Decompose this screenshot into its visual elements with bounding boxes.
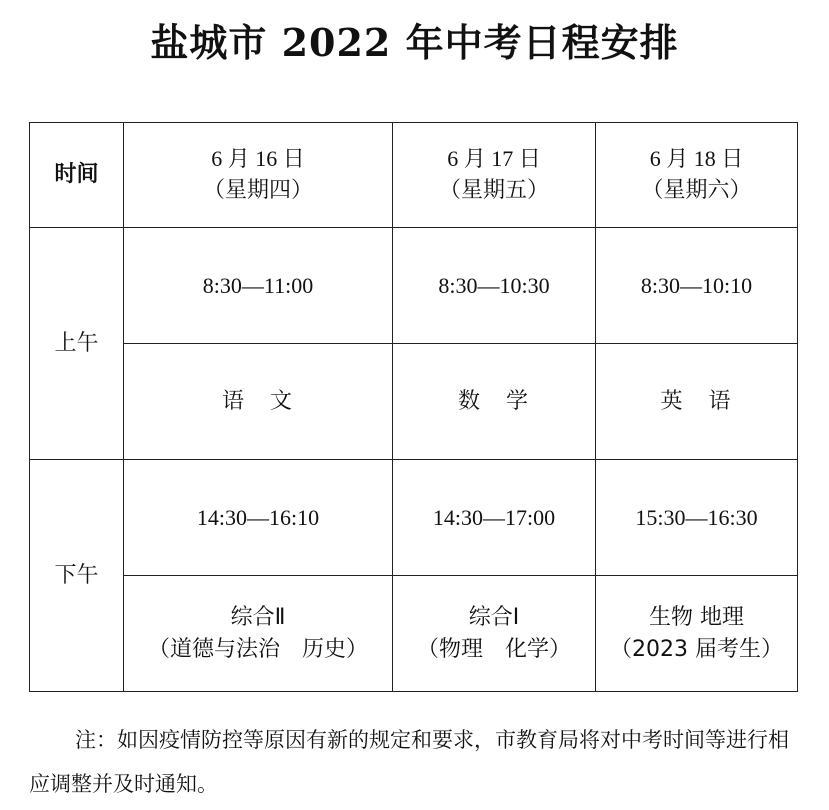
morning-time-cell: 8:30—11:00 [124,228,393,344]
day-weekday: （星期六） [641,178,752,203]
subject-detail: （2023 届考生） [610,636,783,662]
day-date: 6 月 16 日 [211,146,305,171]
page-title: 盐城市 2022 年中考日程安排 [150,20,679,65]
morning-subject-cell: 语 文 [124,344,393,460]
morning-time-cell: 8:30—10:10 [596,228,798,344]
afternoon-time-cell: 14:30—16:10 [124,460,393,576]
afternoon-time-cell: 15:30—16:30 [596,460,798,576]
afternoon-subject-cell [596,576,798,692]
day-date: 6 月 17 日 [447,146,541,171]
morning-time-row [30,228,798,344]
day-date: 6 月 18 日 [649,146,744,171]
header-row [30,123,798,228]
morning-subject-cell: 英 语 [596,344,798,460]
afternoon-label: 下午 [30,460,124,692]
afternoon-time-cell: 14:30—17:00 [393,460,596,576]
subject-name: 综合Ⅰ [468,604,520,630]
morning-time-cell: 8:30—10:30 [393,228,596,344]
day-weekday: （星期五） [438,178,549,203]
day-header-1 [124,123,393,228]
subject-detail: （物理 化学） [416,636,571,662]
time-header: 时间 [30,123,124,228]
footnote: 注：如因疫情防控等原因有新的规定和要求，市教育局将对中考时间等进行相应调整并及时通知。 [29,728,789,796]
morning-label: 上午 [30,228,124,460]
afternoon-subject-row [30,576,798,692]
afternoon-subject-cell [393,576,596,692]
day-weekday: （星期四） [202,178,313,203]
subject-detail: （道德与法治 历史） [147,636,368,662]
afternoon-time-row [30,460,798,576]
subject-name: 综合Ⅱ [230,604,286,630]
day-header-3 [596,123,798,228]
subject-name: 生物 地理 [649,604,744,630]
day-header-2 [393,123,596,228]
exam-schedule-table [29,122,798,692]
afternoon-subject-cell [124,576,393,692]
morning-subject-row [30,344,798,460]
morning-subject-cell: 数 学 [393,344,596,460]
